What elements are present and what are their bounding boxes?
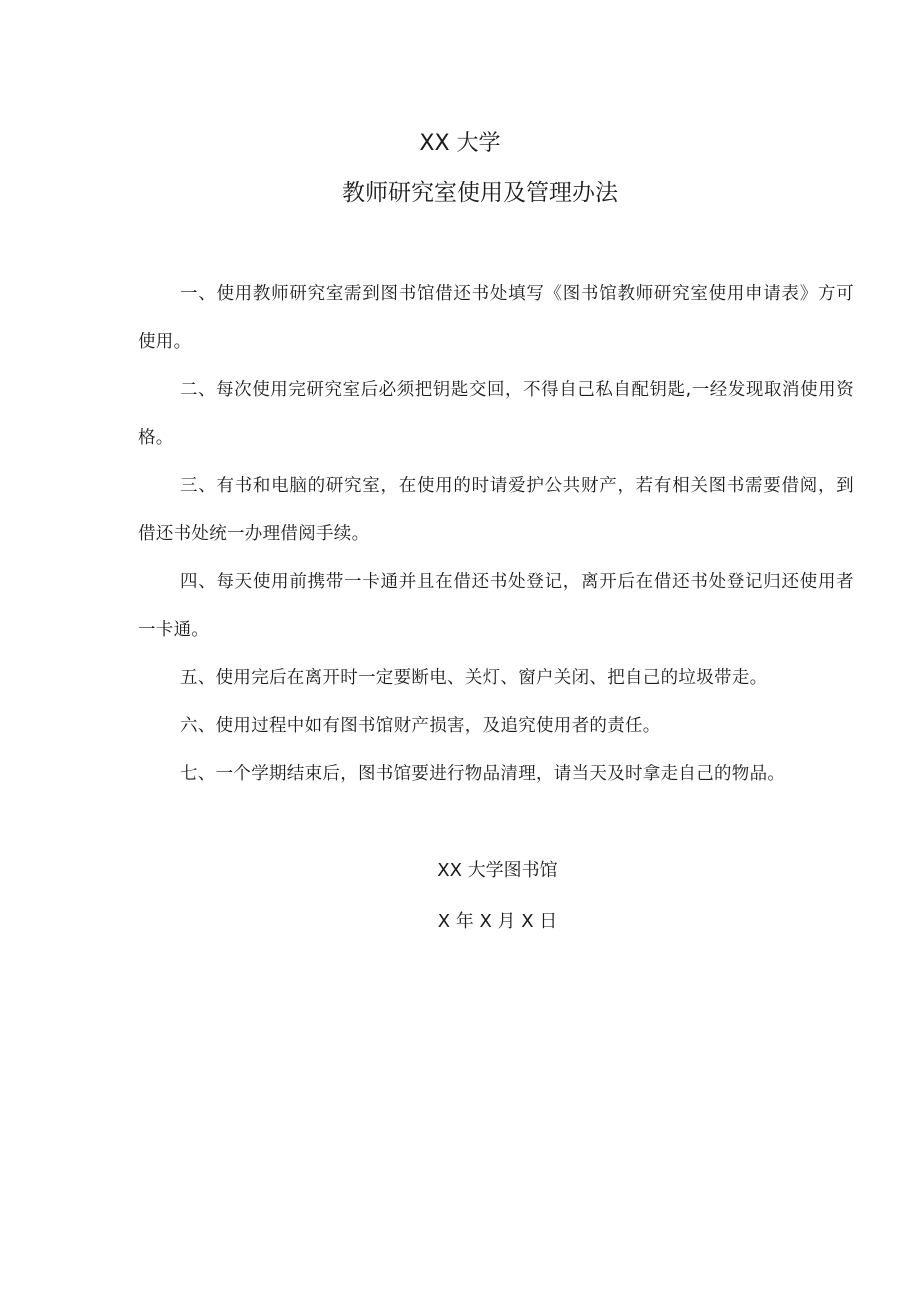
document-title-regulation: 教师研究室使用及管理办法 [342, 180, 618, 206]
regulation-item-6: 六、使用过程中如有图书馆财产损害，及追究使用者的责任。 [180, 716, 661, 736]
regulation-item-7: 七、一个学期结束后，图书馆要进行物品清理，请当天及时拿走自己的物品。 [180, 764, 786, 784]
regulation-item-5: 五、使用完后在离开时一定要断电、关灯、窗户关闭、把自己的垃圾带走。 [180, 668, 768, 688]
signoff-date: X 年 X 月 X 日 [437, 911, 558, 932]
regulation-item-1: 一、使用教师研究室需到图书馆借还书处填写《图书馆教师研究室使用申请表》方可使用。 [138, 284, 854, 352]
regulation-item-4: 四、每天使用前携带一卡通并且在借还书处登记，离开后在借还书处登记归还使用者一卡通。 [138, 572, 854, 640]
regulation-body [138, 270, 854, 798]
regulation-item-3: 三、有书和电脑的研究室，在使用的时请爱护公共财产，若有相关图书需要借阅，到借还书处统一办理借阅手续。 [138, 476, 854, 544]
document-title-university: XX 大学 [419, 131, 501, 156]
regulation-item-2: 二、每次使用完研究室后必须把钥匙交回，不得自己私自配钥匙,一经发现取消使用资格。 [138, 380, 854, 448]
signoff-organization: XX 大学图书馆 [437, 860, 558, 881]
